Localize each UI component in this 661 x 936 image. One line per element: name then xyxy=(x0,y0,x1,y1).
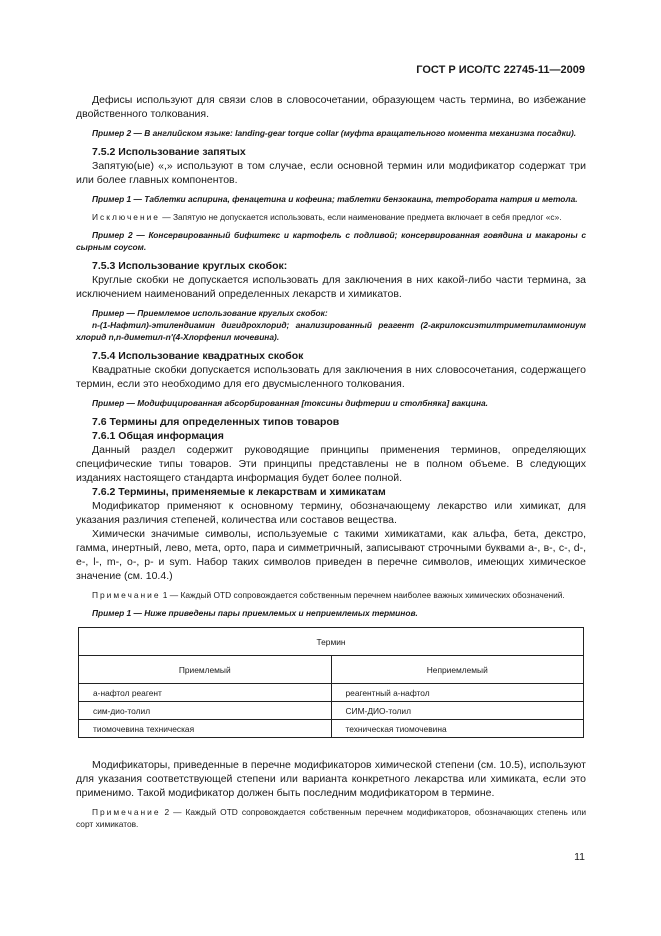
section-7-5-3-title: 7.5.3 Использование круглых скобок: xyxy=(92,260,288,272)
paragraph-chemical-symbols: Химически значимые символы, используемые с такими химикатами, как альфа, бета, декстро, гамма, инертный, лево, мета, орто, пара и симметричный, записывают строчными буквами а-, в-, с-, d-, е-, l-, m-, о-, р- и sym. Набор таких символов приведен в перечне символов, имеющих химическое значение (см. 10.4.) xyxy=(76,528,586,582)
table-cell-unacceptable: реагентный a-нафтол xyxy=(331,684,584,702)
table-cell-acceptable: a-нафтол реагент xyxy=(79,684,332,702)
paragraph-brackets: Квадратные скобки допускается использовать для заключения в них словосочетания, содержащего термин, если это необходимо для его двусмысленного толкования. xyxy=(76,364,586,390)
table-header-term: Термин xyxy=(79,628,584,656)
example-brackets: Пример — Модифицированная абсорбированная [токсины дифтерии и столбняка] вакцина. xyxy=(92,398,488,408)
example-commas-2: Пример 2 — Консервированный бифштекс и картофель с подливой; консервированная говядина и макароны с сырным соусом. xyxy=(76,230,586,252)
table-cell-unacceptable: техническая тиомочевина xyxy=(331,720,584,738)
exception-note xyxy=(76,211,586,223)
document-header: ГОСТ Р ИСО/ТС 22745-11—2009 xyxy=(416,64,585,76)
page-body xyxy=(76,93,586,830)
note-2 xyxy=(76,806,586,830)
paragraph-hyphens: Дефисы используют для связи слов в словосочетании, образующем часть термина, во избежание двойственного толкования. xyxy=(76,94,586,120)
table-col-unacceptable: Неприемлемый xyxy=(331,656,584,684)
paragraph-modifier: Модификатор применяют к основному термину, обозначающему лекарство или химикат, для указания различия степеней, количества или составов вещества. xyxy=(76,500,586,526)
table-cell-unacceptable: СИМ-ДИО-толил xyxy=(331,702,584,720)
note-1-label: Примечание xyxy=(92,590,161,600)
section-7-6-2-title: 7.6.2 Термины, применяемые к лекарствам и химикатам xyxy=(92,486,386,498)
example-hyphen: Пример 2 — В английском языке: landing-gear torque collar (муфта вращательного момента механизма посадки). xyxy=(92,128,577,138)
exception-label: Исключение xyxy=(92,212,160,222)
table-cell-acceptable: тиомочевина техническая xyxy=(79,720,332,738)
section-7-6-title: 7.6 Термины для определенных типов товаров xyxy=(92,416,340,428)
note-1-text: 1 — Каждый OTD сопровождается собственным перечнем наиболее важных химических обозначений. xyxy=(160,590,565,600)
paragraph-parentheses: Круглые скобки не допускается использовать для заключения в них какой-либо части термина, за исключением наименований определенных лекарств и химикатов. xyxy=(76,274,586,300)
paragraph-general-info: Данный раздел содержит руководящие принципы применения терминов, определяющих специфические типы товаров. Эти принципы представлены не в полном объеме. В следующих изданиях настоящего стандарта информация будет более полной. xyxy=(76,444,586,484)
exception-text: — Запятую не допускается использовать, если наименование предмета включает в себя предлог «с». xyxy=(159,212,562,222)
table-row xyxy=(79,720,584,738)
section-7-5-2-title: 7.5.2 Использование запятых xyxy=(92,146,246,158)
section-7-5-4-title: 7.5.4 Использование квадратных скобок xyxy=(92,350,304,362)
note-2-text: 2 — Каждый OTD сопровождается собственным перечнем модификаторов, обозначающих степень или сорт химикатов. xyxy=(76,807,586,829)
note-2-label: Примечание xyxy=(92,807,161,817)
paragraph-commas: Запятую(ые) «,» используют в том случае, если основной термин или модификатор содержат три или более главных компонентов. xyxy=(76,160,586,186)
table-row xyxy=(79,702,584,720)
section-7-6-1-title: 7.6.1 Общая информация xyxy=(92,430,224,442)
example-commas-1: Пример 1 — Таблетки аспирина, фенацетина и кофеина; таблетки бензокаина, тетробората натрия и метола. xyxy=(92,194,578,204)
example-parentheses-head: Пример — Приемлемое использование круглых скобок: xyxy=(92,308,328,318)
table-cell-acceptable: сим-дио-толил xyxy=(79,702,332,720)
paragraph-degree-modifiers: Модификаторы, приведенные в перечне модификаторов химической степени (см. 10.5), используют для указания соответствующей степени или варианта конкретного лекарства или химиката, если это применимо. Такой модификатор должен быть последним модификатором в термине. xyxy=(76,759,586,799)
table-col-acceptable: Приемлемый xyxy=(79,656,332,684)
page-number: 11 xyxy=(574,851,585,863)
terms-table xyxy=(78,627,584,738)
table-row xyxy=(79,684,584,702)
example-term-pairs: Пример 1 — Ниже приведены пары приемлемых и неприемлемых терминов. xyxy=(92,608,418,618)
example-parentheses-body: n-(1-Нафтил)-этилендиамин дигидрохлорид; анализированный реагент (2-акрилоксиэтилтриметиламмониум хлорид n,n-диметил-n'(4-Хлорфенил мочевина). xyxy=(76,320,586,342)
note-1 xyxy=(76,589,586,601)
